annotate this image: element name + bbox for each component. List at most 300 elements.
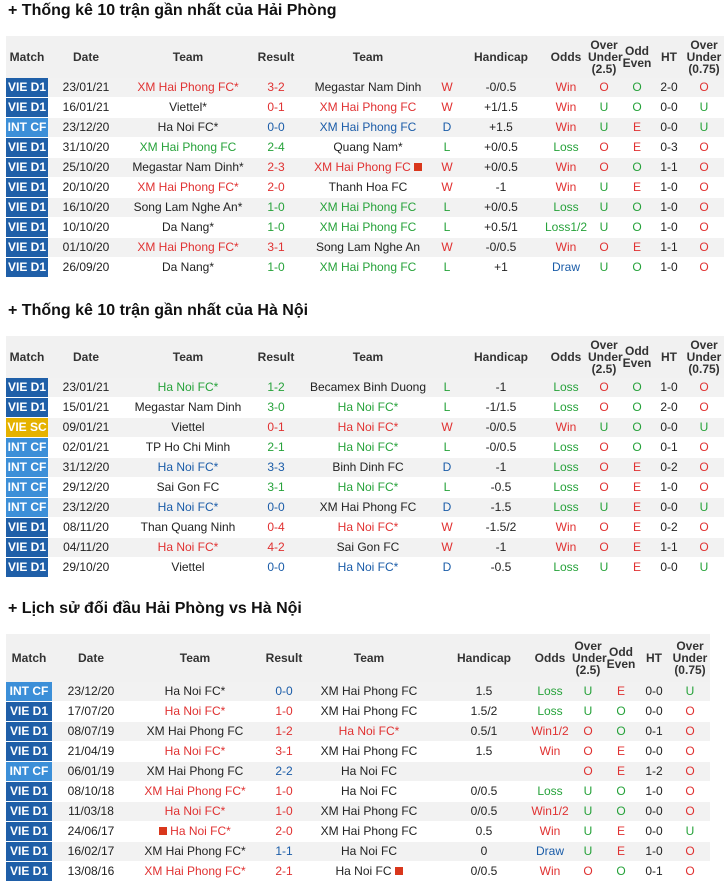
table-row[interactable] [6, 722, 710, 742]
half-time-score: 0-2 [654, 458, 684, 478]
league-badge[interactable]: VIE D1 [6, 742, 52, 762]
away-team[interactable] [300, 118, 436, 138]
table-row[interactable] [6, 378, 724, 398]
over-under-0-75: U [684, 98, 724, 118]
league-badge[interactable]: VIE D1 [6, 218, 48, 238]
away-team[interactable] [300, 498, 436, 518]
odd-even: E [620, 538, 654, 558]
match-result[interactable]: 2-0 [260, 822, 308, 842]
match-result[interactable]: 1-2 [252, 378, 300, 398]
half-time-score: 1-0 [638, 782, 670, 802]
home-team[interactable] [124, 98, 252, 118]
league-badge[interactable]: VIE D1 [6, 138, 48, 158]
odd-even: E [604, 842, 638, 862]
home-team[interactable] [130, 842, 260, 862]
odds-result: Win [544, 78, 588, 98]
column-header: Date [77, 651, 104, 665]
over-under-2-5: O [588, 538, 620, 558]
away-team-name: XM Hai Phong FC [319, 260, 417, 274]
match-result[interactable]: 4-2 [252, 538, 300, 558]
home-team[interactable] [124, 258, 252, 278]
table-row[interactable] [6, 458, 724, 478]
handicap-value: -0/0.5 [458, 78, 544, 98]
away-team[interactable] [308, 742, 430, 762]
home-team[interactable] [124, 538, 252, 558]
match-result[interactable]: 0-1 [252, 98, 300, 118]
over-under-2-5: U [588, 178, 620, 198]
home-team[interactable] [130, 802, 260, 822]
odds-result: Loss [544, 138, 588, 158]
match-result[interactable]: 2-4 [252, 138, 300, 158]
home-team-name: TP Ho Chi Minh [145, 440, 231, 454]
outcome-letter [430, 782, 440, 802]
match-result[interactable]: 1-2 [260, 722, 308, 742]
league-badge[interactable]: VIE D1 [6, 782, 52, 802]
away-team[interactable] [300, 398, 436, 418]
column-header: Team [172, 350, 204, 364]
away-team[interactable] [300, 258, 436, 278]
match-result[interactable]: 2-2 [260, 762, 308, 782]
column-header: Handicap [473, 350, 528, 364]
odds-result: Win [528, 862, 572, 882]
handicap-value: 0 [440, 842, 528, 862]
over-under-2-5: U [572, 842, 604, 862]
outcome-letter: D [436, 118, 458, 138]
away-team-name: Megastar Nam Dinh [314, 80, 422, 94]
table-row[interactable] [6, 862, 710, 882]
away-team[interactable] [300, 138, 436, 158]
away-team-name: Ha Noi FC [335, 864, 392, 878]
odd-even: O [620, 158, 654, 178]
column-header: Over Under (2.5) [588, 38, 623, 76]
home-team[interactable] [130, 862, 260, 882]
away-team[interactable] [300, 538, 436, 558]
half-time-score: 1-0 [654, 258, 684, 278]
match-date: 16/02/17 [52, 842, 130, 862]
away-team[interactable] [308, 822, 430, 842]
match-table [6, 634, 710, 882]
column-header: Handicap [456, 651, 511, 665]
match-result[interactable]: 0-1 [252, 418, 300, 438]
match-date: 02/01/21 [48, 438, 124, 458]
home-team[interactable] [130, 742, 260, 762]
home-team-name: XM Hai Phong FC* [137, 240, 239, 254]
match-result[interactable]: 1-0 [252, 258, 300, 278]
league-badge[interactable]: VIE D1 [6, 518, 48, 538]
match-result[interactable]: 3-1 [260, 742, 308, 762]
odd-even: E [620, 178, 654, 198]
match-date: 23/01/21 [48, 78, 124, 98]
odds-result: Win [544, 158, 588, 178]
outcome-letter [430, 802, 440, 822]
away-team[interactable] [300, 158, 436, 178]
handicap-value: +0.5/1 [458, 218, 544, 238]
table-row[interactable] [6, 478, 724, 498]
table-row[interactable] [6, 558, 724, 578]
half-time-score: 1-1 [654, 238, 684, 258]
home-team-name: Da Nang* [161, 220, 215, 234]
match-result[interactable]: 1-0 [252, 218, 300, 238]
table-row[interactable] [6, 118, 724, 138]
home-team[interactable] [124, 378, 252, 398]
match-date: 04/11/20 [48, 538, 124, 558]
table-row[interactable] [6, 78, 724, 98]
table-row[interactable] [6, 518, 724, 538]
column-header: Team [352, 350, 384, 364]
table-row[interactable] [6, 498, 724, 518]
column-header: Odd Even [622, 44, 652, 70]
odds-result: Loss [544, 458, 588, 478]
column-header: Match [9, 50, 45, 64]
away-team[interactable] [300, 238, 436, 258]
half-time-score: 1-0 [654, 198, 684, 218]
match-result[interactable]: 1-0 [252, 198, 300, 218]
red-card-icon [159, 827, 167, 835]
odd-even: E [620, 558, 654, 578]
away-team[interactable] [300, 518, 436, 538]
column-header: Result [257, 350, 295, 364]
home-team[interactable] [130, 722, 260, 742]
over-under-0-75: O [684, 158, 724, 178]
home-team[interactable] [124, 78, 252, 98]
over-under-0-75: O [670, 702, 710, 722]
home-team[interactable] [124, 118, 252, 138]
table-row[interactable] [6, 98, 724, 118]
section-spacer [0, 22, 724, 36]
handicap-value: +1/1.5 [458, 98, 544, 118]
home-team[interactable] [130, 702, 260, 722]
table-row[interactable] [6, 802, 710, 822]
handicap-value [440, 762, 528, 782]
league-badge[interactable]: INT CF [6, 118, 48, 138]
table-row[interactable] [6, 198, 724, 218]
section-spacer [0, 620, 710, 634]
table-row[interactable] [6, 822, 710, 842]
handicap-value: -1.5 [458, 498, 544, 518]
column-header: Result [265, 651, 303, 665]
league-badge[interactable]: VIE D1 [6, 238, 48, 258]
home-team-name: Megastar Nam Dinh* [132, 160, 244, 174]
away-team-name: Ha Noi FC* [337, 420, 399, 434]
column-header: Handicap [473, 50, 528, 64]
over-under-2-5: U [588, 98, 620, 118]
away-team-name: XM Hai Phong FC [320, 824, 418, 838]
home-team[interactable] [124, 438, 252, 458]
outcome-letter: L [436, 218, 458, 238]
over-under-0-75: O [670, 742, 710, 762]
home-team[interactable] [124, 158, 252, 178]
away-team[interactable] [300, 198, 436, 218]
league-badge[interactable]: VIE D1 [6, 558, 48, 578]
column-header: Team [179, 651, 211, 665]
table-row[interactable] [6, 138, 724, 158]
column-header [430, 634, 440, 682]
match-date: 08/10/18 [52, 782, 130, 802]
red-card-icon [395, 867, 403, 875]
home-team[interactable] [124, 518, 252, 538]
away-team[interactable] [300, 178, 436, 198]
home-team[interactable] [124, 178, 252, 198]
match-date: 10/10/20 [48, 218, 124, 238]
match-date: 26/09/20 [48, 258, 124, 278]
away-team[interactable] [308, 782, 430, 802]
league-badge[interactable]: VIE D1 [6, 198, 48, 218]
home-team-name: Ha Noi FC* [164, 744, 226, 758]
match-date: 23/12/20 [52, 682, 130, 702]
away-team[interactable] [308, 722, 430, 742]
table-row[interactable] [6, 842, 710, 862]
table-row[interactable] [6, 398, 724, 418]
away-team[interactable] [308, 682, 430, 702]
league-badge[interactable]: VIE D1 [6, 98, 48, 118]
over-under-2-5: U [588, 558, 620, 578]
league-badge[interactable]: VIE D1 [6, 802, 52, 822]
match-result[interactable]: 3-2 [252, 78, 300, 98]
away-team-name: Binh Dinh FC [332, 460, 404, 474]
match-result[interactable]: 0-0 [260, 682, 308, 702]
odd-even: O [604, 722, 638, 742]
half-time-score: 0-0 [654, 98, 684, 118]
over-under-0-75: O [670, 762, 710, 782]
outcome-letter [430, 842, 440, 862]
table-row[interactable] [6, 438, 724, 458]
half-time-score: 0-0 [654, 498, 684, 518]
away-team[interactable] [300, 478, 436, 498]
over-under-2-5: U [572, 822, 604, 842]
handicap-value: +0/0.5 [458, 198, 544, 218]
home-team[interactable] [130, 762, 260, 782]
over-under-0-75: O [670, 862, 710, 882]
away-team[interactable] [300, 218, 436, 238]
table-row[interactable] [6, 218, 724, 238]
home-team-name: Ha Noi FC* [157, 540, 219, 554]
away-team[interactable] [308, 762, 430, 782]
away-team[interactable] [308, 842, 430, 862]
home-team[interactable] [130, 782, 260, 802]
column-header: Over Under (0.75) [686, 38, 722, 76]
home-team[interactable] [124, 138, 252, 158]
over-under-0-75: U [670, 682, 710, 702]
league-badge[interactable]: VIE D1 [6, 702, 52, 722]
match-result[interactable]: 1-0 [260, 802, 308, 822]
outcome-letter: D [436, 498, 458, 518]
odd-even: O [620, 218, 654, 238]
outcome-letter: L [436, 258, 458, 278]
league-badge[interactable]: VIE D1 [6, 842, 52, 862]
league-badge[interactable]: VIE D1 [6, 378, 48, 398]
odd-even: O [604, 802, 638, 822]
over-under-0-75: O [670, 782, 710, 802]
section-spacer [0, 322, 724, 336]
handicap-value: +0/0.5 [458, 138, 544, 158]
match-date: 13/08/16 [52, 862, 130, 882]
over-under-2-5: O [588, 78, 620, 98]
match-date: 20/10/20 [48, 178, 124, 198]
league-badge[interactable]: INT CF [6, 682, 52, 702]
home-team[interactable] [124, 398, 252, 418]
home-team-name: XM Hai Phong FC [146, 724, 244, 738]
home-team[interactable] [124, 238, 252, 258]
over-under-0-75: O [684, 478, 724, 498]
column-header: Result [257, 50, 295, 64]
home-team-name: XM Hai Phong FC* [144, 864, 246, 878]
handicap-value: -0/0.5 [458, 418, 544, 438]
outcome-letter: D [436, 558, 458, 578]
match-result[interactable]: 0-0 [252, 118, 300, 138]
home-team-name: Ha Noi FC* [157, 500, 219, 514]
league-badge[interactable]: INT CF [6, 762, 52, 782]
half-time-score: 0-2 [654, 518, 684, 538]
column-header: HT [661, 50, 677, 64]
league-badge[interactable]: VIE SC [6, 418, 48, 438]
match-table [6, 36, 724, 278]
table-row[interactable] [6, 782, 710, 802]
table-row[interactable] [6, 178, 724, 198]
home-team-name: Da Nang* [161, 260, 215, 274]
away-team-name: Song Lam Nghe An [315, 240, 421, 254]
home-team[interactable] [124, 198, 252, 218]
away-team-name: Ha Noi FC* [337, 560, 399, 574]
league-badge[interactable]: VIE D1 [6, 178, 48, 198]
half-time-score: 1-0 [654, 378, 684, 398]
match-date: 21/04/19 [52, 742, 130, 762]
outcome-letter: W [436, 98, 458, 118]
away-team[interactable] [300, 98, 436, 118]
match-result[interactable]: 3-1 [252, 238, 300, 258]
over-under-0-75: O [684, 218, 724, 238]
match-result[interactable]: 3-3 [252, 458, 300, 478]
away-team[interactable] [308, 862, 430, 882]
handicap-value: -1 [458, 458, 544, 478]
column-header: Team [352, 50, 384, 64]
home-team[interactable] [130, 682, 260, 702]
outcome-letter: W [436, 538, 458, 558]
away-team-name: Becamex Binh Duong [309, 380, 427, 394]
away-team[interactable] [300, 558, 436, 578]
table-row[interactable] [6, 258, 724, 278]
over-under-0-75: U [670, 822, 710, 842]
match-result[interactable]: 1-0 [260, 782, 308, 802]
half-time-score: 1-0 [654, 178, 684, 198]
match-result[interactable]: 3-1 [252, 478, 300, 498]
stats-section [0, 300, 724, 578]
outcome-letter [430, 722, 440, 742]
over-under-2-5: O [588, 518, 620, 538]
match-date: 31/12/20 [48, 458, 124, 478]
league-badge[interactable]: INT CF [6, 458, 48, 478]
away-team[interactable] [300, 438, 436, 458]
table-row[interactable] [6, 238, 724, 258]
column-header: Team [172, 50, 204, 64]
odd-even: E [620, 238, 654, 258]
away-team[interactable] [308, 802, 430, 822]
league-badge[interactable]: VIE D1 [6, 158, 48, 178]
match-result[interactable]: 3-0 [252, 398, 300, 418]
odds-result: Win [528, 742, 572, 762]
home-team[interactable] [124, 558, 252, 578]
over-under-0-75: U [684, 558, 724, 578]
match-result[interactable]: 0-0 [252, 498, 300, 518]
match-result[interactable]: 1-1 [260, 842, 308, 862]
league-badge[interactable]: VIE D1 [6, 78, 48, 98]
league-badge[interactable]: INT CF [6, 438, 48, 458]
away-team[interactable] [300, 418, 436, 438]
match-result[interactable]: 2-1 [260, 862, 308, 882]
league-badge[interactable]: VIE D1 [6, 722, 52, 742]
league-badge[interactable]: VIE D1 [6, 862, 52, 882]
match-result[interactable]: 0-0 [252, 558, 300, 578]
league-badge[interactable]: VIE D1 [6, 822, 52, 842]
over-under-0-75: O [670, 722, 710, 742]
outcome-letter: W [436, 418, 458, 438]
away-team[interactable] [300, 78, 436, 98]
match-result[interactable]: 2-0 [252, 178, 300, 198]
league-badge[interactable]: VIE D1 [6, 258, 48, 278]
odd-even: E [620, 518, 654, 538]
odds-result: Win [544, 418, 588, 438]
over-under-0-75: O [684, 458, 724, 478]
away-team-name: XM Hai Phong FC [319, 200, 417, 214]
over-under-0-75: O [684, 518, 724, 538]
table-row[interactable] [6, 742, 710, 762]
table-row[interactable] [6, 762, 710, 782]
column-header: Odds [550, 350, 582, 364]
league-badge[interactable]: INT CF [6, 498, 48, 518]
match-result[interactable]: 2-1 [252, 438, 300, 458]
table-row[interactable] [6, 538, 724, 558]
home-team[interactable] [124, 478, 252, 498]
table-row[interactable] [6, 702, 710, 722]
table-row[interactable] [6, 158, 724, 178]
column-header: Over Under (0.75) [672, 639, 708, 677]
stats-section [0, 0, 724, 278]
home-team-name: Viettel [171, 420, 205, 434]
away-team[interactable] [300, 378, 436, 398]
home-team[interactable] [130, 822, 260, 842]
home-team[interactable] [124, 458, 252, 478]
match-result[interactable]: 1-0 [260, 702, 308, 722]
column-header: Odd Even [622, 344, 652, 370]
league-badge[interactable]: VIE D1 [6, 538, 48, 558]
league-badge[interactable]: INT CF [6, 478, 48, 498]
home-team[interactable] [124, 218, 252, 238]
odds-result: Loss [544, 558, 588, 578]
over-under-0-75: U [684, 498, 724, 518]
half-time-score: 1-2 [638, 762, 670, 782]
match-result[interactable]: 2-3 [252, 158, 300, 178]
over-under-0-75: O [684, 438, 724, 458]
column-header: Date [72, 50, 99, 64]
away-team[interactable] [308, 702, 430, 722]
odd-even: O [604, 782, 638, 802]
home-team[interactable] [124, 498, 252, 518]
column-header: Date [72, 350, 99, 364]
home-team[interactable] [124, 418, 252, 438]
odds-result: Win1/2 [528, 722, 572, 742]
handicap-value: 0/0.5 [440, 862, 528, 882]
odds-result: Win [544, 538, 588, 558]
odds-result: Loss [528, 682, 572, 702]
match-table [6, 336, 724, 578]
away-team-name: Quang Nam* [333, 140, 403, 154]
away-team-name: XM Hai Phong FC [319, 220, 417, 234]
table-row[interactable] [6, 682, 710, 702]
table-row[interactable] [6, 418, 724, 438]
league-badge[interactable]: VIE D1 [6, 398, 48, 418]
away-team-name: XM Hai Phong FC [320, 804, 418, 818]
away-team[interactable] [300, 458, 436, 478]
match-result[interactable]: 0-4 [252, 518, 300, 538]
